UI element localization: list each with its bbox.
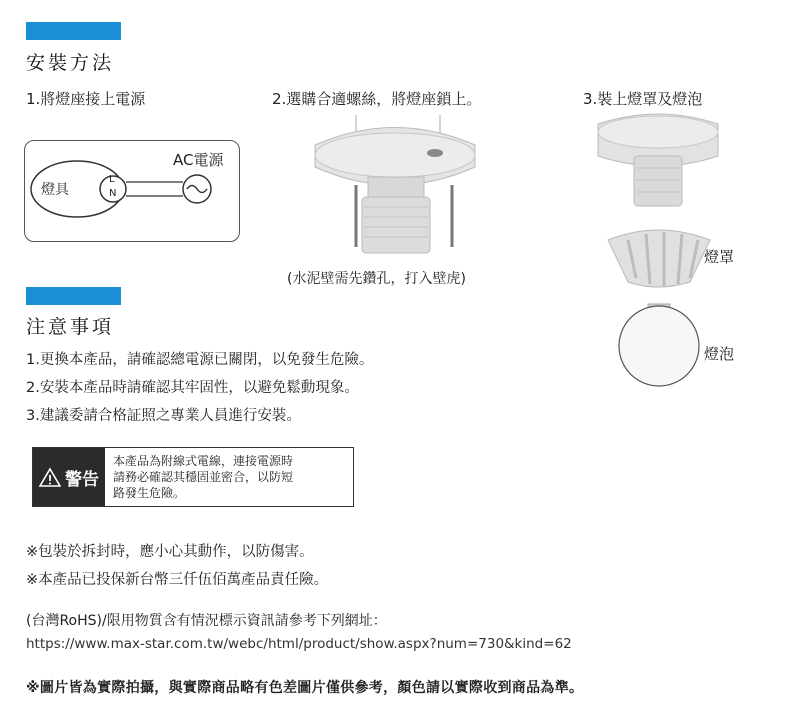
notice-item: 1.更換本產品，請確認總電源已關閉，以免發生危險。 xyxy=(26,352,374,368)
warning-badge xyxy=(33,448,105,506)
shade-label: 燈罩 xyxy=(704,248,735,266)
fixture-label: 燈具 xyxy=(41,182,69,198)
wiring-diagram xyxy=(24,140,240,242)
step2-label: 2.選購合適螺絲，將燈座鎖上。 xyxy=(272,90,482,108)
rohs-url-link[interactable]: https://www.max-star.com.tw/webc/html/product/show.aspx?num=730&kind=62 xyxy=(26,636,572,652)
warning-line: 本產品為附線式電線，連接電源時 xyxy=(113,454,294,468)
notice-title: 注意事項 xyxy=(26,316,115,338)
section-accent-bar xyxy=(26,287,121,305)
bulb-label: 燈泡 xyxy=(704,345,735,363)
warning-box xyxy=(32,447,354,507)
footer-note: ※圖片皆為實際拍攝，與實際商品略有色差圖片僅供參考，顏色請以實際收到商品為準。 xyxy=(26,680,584,696)
notice-item: 3.建議委請合格証照之專業人員進行安裝。 xyxy=(26,408,301,424)
warning-label: 警告 xyxy=(65,469,99,490)
extra-note: ※包裝於拆封時，應小心其動作，以防傷害。 xyxy=(26,544,314,560)
ceiling-base-illustration xyxy=(300,115,490,265)
step1-label: 1.將燈座接上電源 xyxy=(26,90,146,108)
rohs-line: (台灣RoHS)/限用物質含有情況標示資訊請參考下列網址： xyxy=(26,613,387,629)
warning-triangle-icon xyxy=(39,467,61,487)
step3-label: 3.裝上燈罩及燈泡 xyxy=(583,90,703,108)
warning-line: 請務必確認其穩固並密合，以防短 xyxy=(113,470,294,484)
extra-note: ※本產品已投保新台幣三仟伍佰萬產品責任險。 xyxy=(26,572,329,588)
notice-item: 2.安裝本產品時請確認其牢固性，以避免鬆動現象。 xyxy=(26,380,359,396)
live-label: L xyxy=(109,174,115,185)
neutral-label: N xyxy=(109,188,117,199)
ac-power-label: AC電源 xyxy=(173,151,224,169)
warning-text xyxy=(113,453,349,501)
install-title: 安裝方法 xyxy=(26,52,115,74)
step2-note: (水泥壁需先鑽孔，打入壁虎) xyxy=(287,271,466,287)
warning-line: 路發生危險。 xyxy=(113,486,186,500)
section-accent-bar xyxy=(26,22,121,40)
